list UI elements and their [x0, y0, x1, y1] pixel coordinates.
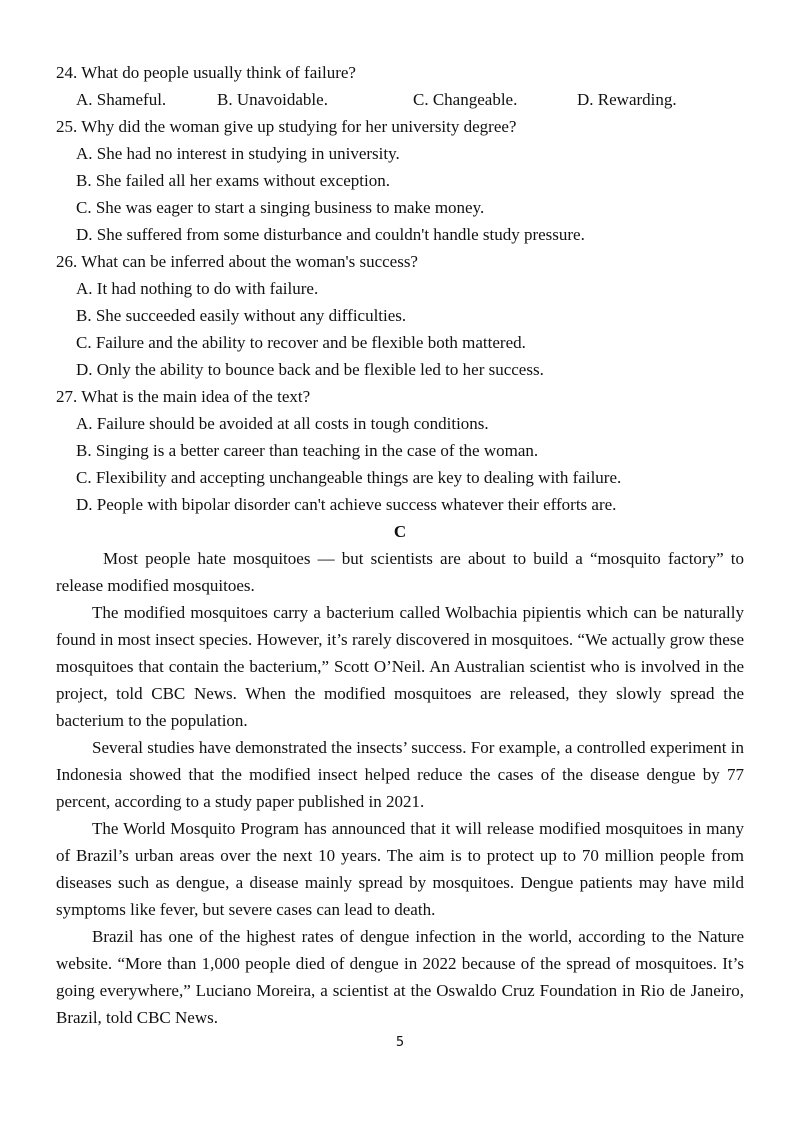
question-stem: 27. What is the main idea of the text? — [56, 387, 311, 406]
option-a: A. It had nothing to do with failure. — [76, 279, 319, 298]
page-number: 5 — [395, 1035, 405, 1050]
option-c: C. She was eager to start a singing business to make money. — [76, 198, 485, 217]
option-a: A. She had no interest in studying in university. — [76, 144, 400, 163]
passage-paragraph: The modified mosquitoes carry a bacterium called Wolbachia pipientis which can be naturally found in most insect species. However, it’s rarely discovered in mosquitoes. “We actually grow these mosquitoes that contain the bacterium,” Scott O’Neil. An Australian scientist who is involved in the project, told CBC News. When the modified mosquitoes are released, they slowly spread the bacterium to the population. — [56, 603, 744, 730]
question-24 — [56, 59, 744, 113]
exam-page — [56, 59, 744, 1031]
passage-paragraph: Brazil has one of the highest rates of dengue infection in the world, according to the Nature website. “More than 1,000 people died of dengue in 2022 because of the spread of mosquitoes. It’s going everywhere,” Luciano Moreira, a scientist at the Oswaldo Cruz Foundation in Rio de Janeiro, Brazil, told CBC News. — [56, 927, 744, 1027]
question-stem: 25. Why did the woman give up studying for her university degree? — [56, 117, 517, 136]
option-c: C. Flexibility and accepting unchangeable things are key to dealing with failure. — [76, 468, 622, 487]
option-d: D. She suffered from some disturbance and couldn't handle study pressure. — [76, 225, 585, 244]
option-b: B. She succeeded easily without any difficulties. — [76, 306, 407, 325]
passage-paragraph: Several studies have demonstrated the insects’ success. For example, a controlled experiment in Indonesia showed that the modified insect helped reduce the cases of the disease dengue by 77 percent, according to a study paper published in 2021. — [56, 738, 744, 811]
option-c: C. Changeable. — [413, 90, 518, 109]
question-stem: 26. What can be inferred about the woman's success? — [56, 252, 418, 271]
passage-paragraph: Most people hate mosquitoes — but scientists are about to build a “mosquito factory” to release modified mosquitoes. — [56, 549, 744, 595]
option-d: D. Rewarding. — [577, 90, 677, 109]
question-26 — [56, 248, 744, 383]
passage-paragraph: The World Mosquito Program has announced that it will release modified mosquitoes in many of Brazil’s urban areas over the next 10 years. The aim is to protect up to 70 million people from diseases such as dengue, a disease mainly spread by mosquitoes. Dengue patients may have mild symptoms like fever, but severe cases can lead to death. — [56, 819, 744, 919]
option-b: B. Unavoidable. — [217, 90, 328, 109]
option-row — [76, 86, 744, 113]
option-d: D. People with bipolar disorder can't achieve success whatever their efforts are. — [76, 495, 617, 514]
question-27 — [56, 383, 744, 518]
option-b: B. Singing is a better career than teaching in the case of the woman. — [76, 441, 539, 460]
option-a: A. Shameful. — [76, 90, 167, 109]
option-c: C. Failure and the ability to recover and be flexible both mattered. — [76, 333, 526, 352]
question-25 — [56, 113, 744, 248]
option-b: B. She failed all her exams without exception. — [76, 171, 390, 190]
option-d: D. Only the ability to bounce back and be flexible led to her success. — [76, 360, 544, 379]
section-heading: C — [393, 522, 407, 541]
option-a: A. Failure should be avoided at all costs in tough conditions. — [76, 414, 489, 433]
question-stem: 24. What do people usually think of failure? — [56, 63, 356, 82]
